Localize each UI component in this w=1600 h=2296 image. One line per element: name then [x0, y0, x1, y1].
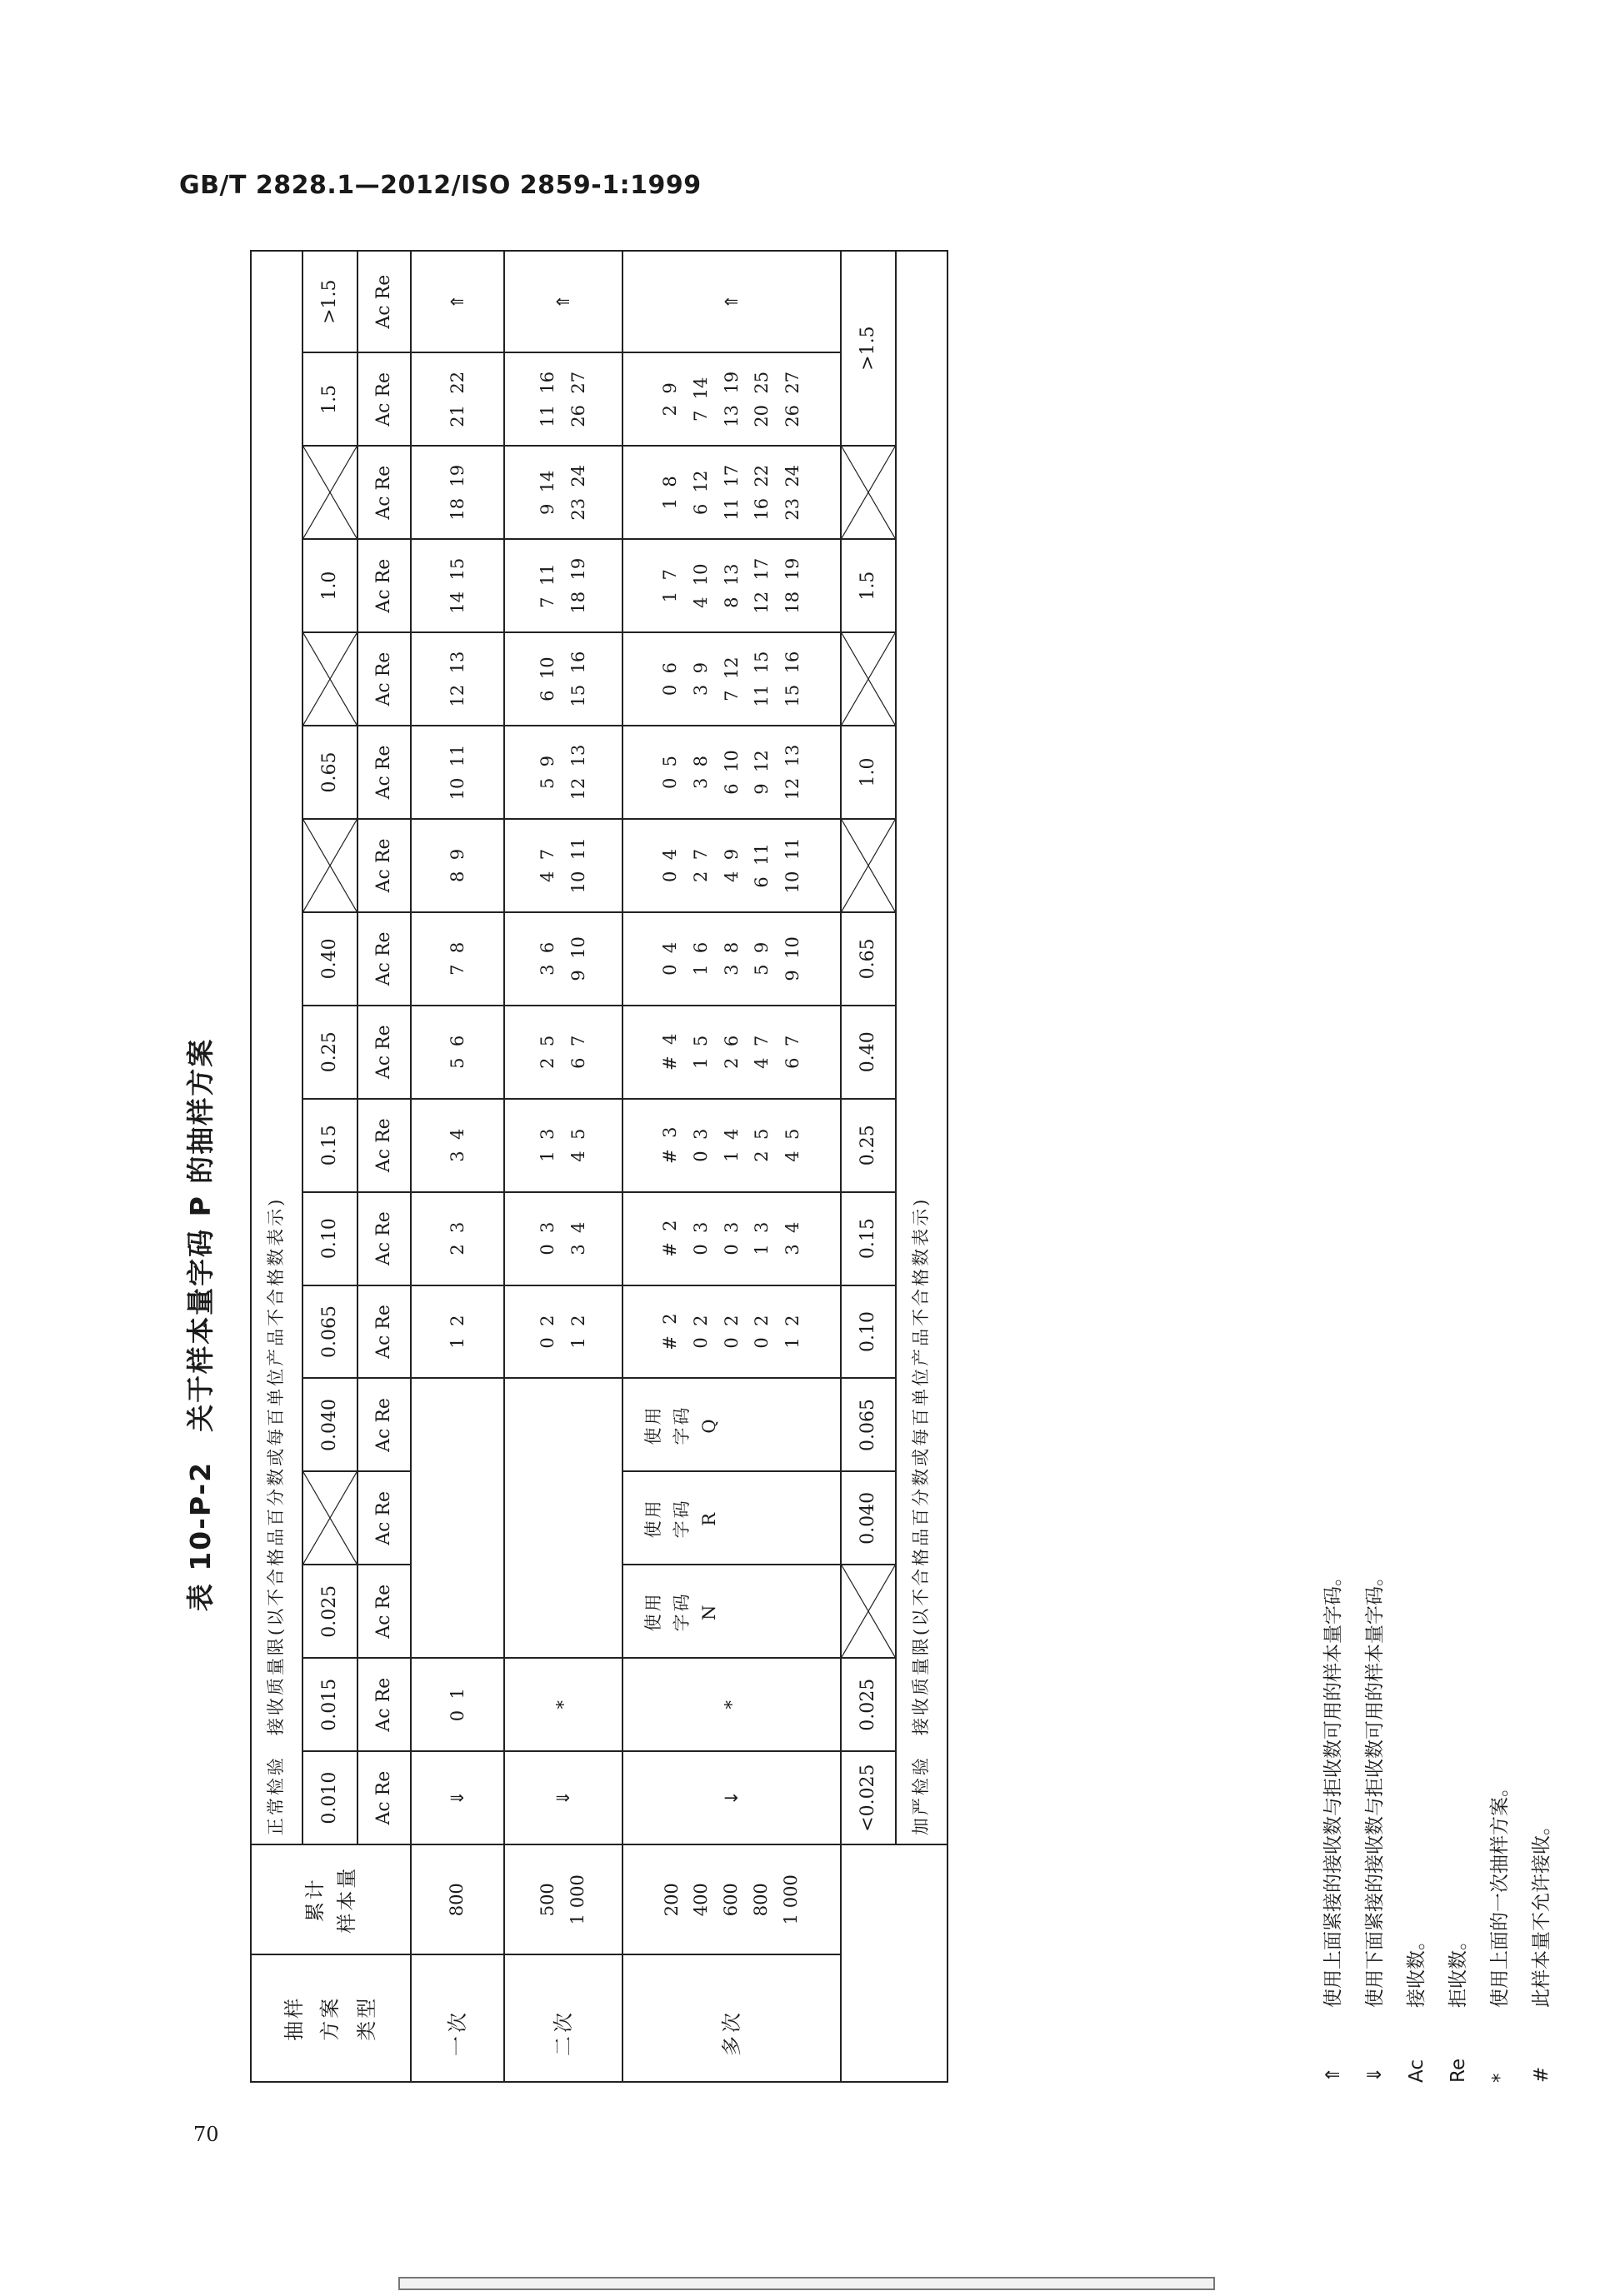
- aql-tightened-cell: 1.0: [841, 726, 896, 819]
- use-code-q-cell: 使用 字码 Q: [622, 1379, 841, 1472]
- table-row: [302, 251, 358, 2082]
- aql-header-cell: 0.010: [302, 1751, 358, 1844]
- ac-re-label: Ac Re: [358, 1099, 411, 1192]
- crossed-cell: [841, 446, 896, 539]
- tightened-inspection-header: 加严检验 接收质量限(以不合格品百分数或每百单位产品不合格数表示): [896, 251, 948, 1844]
- ac-re-label: Ac Re: [358, 1565, 411, 1658]
- sampling-plan-table: [250, 250, 948, 2083]
- aql-tightened-cell: 1.5: [841, 539, 896, 632]
- ac-re-values: 0 3 3 4: [504, 1192, 622, 1285]
- legend-text: 拒收数。: [1448, 1931, 1469, 2008]
- ac-re-values: *: [504, 1658, 622, 1751]
- aql-header-cell: 0.015: [302, 1658, 358, 1751]
- cumulative-sample-header: 累计 样本量: [251, 1844, 411, 1954]
- ac-re-label: Ac Re: [358, 1471, 411, 1565]
- ac-re-label: Ac Re: [358, 819, 411, 912]
- ac-re-values: 18 19: [411, 446, 504, 539]
- table-caption: 表 10-P-2 关于样本量字码 P 的抽样方案: [184, 1037, 217, 1612]
- ac-re-values: 4 7 10 11: [504, 819, 622, 912]
- legend: [1312, 1567, 1562, 2083]
- ac-re-label: Ac Re: [358, 539, 411, 632]
- legend-symbol: ⇑: [1322, 2066, 1344, 2083]
- aql-header-cell: 0.15: [302, 1099, 358, 1192]
- plan-type-header: 抽样 方案 类型: [251, 1954, 411, 2082]
- ac-re-label: Ac Re: [358, 251, 411, 352]
- ac-re-values: 2 9 7 14 13 19 20 25 26 27: [622, 352, 841, 446]
- ac-re-label: Ac Re: [358, 446, 411, 539]
- ac-re-values: 0 5 3 8 6 10 9 12 12 13: [622, 726, 841, 819]
- ac-re-values: 12 13: [411, 632, 504, 726]
- aql-tightened-cell: 0.40: [841, 1006, 896, 1099]
- ac-re-values: 5 9 12 13: [504, 726, 622, 819]
- aql-header-cell: 1.0: [302, 539, 358, 632]
- ac-re-values: 0 4 2 7 4 9 6 11 10 11: [622, 819, 841, 912]
- ac-re-values: # 3 0 3 1 4 2 5 4 5: [622, 1099, 841, 1192]
- aql-tightened-cell: 0.025: [841, 1658, 896, 1751]
- legend-text: 此样本量不允许接收。: [1531, 1816, 1552, 2008]
- page-number: 70: [193, 2123, 219, 2146]
- ac-re-values: # 2 0 3 0 3 1 3 3 4: [622, 1192, 841, 1285]
- blank-cell: [411, 1379, 504, 1659]
- ac-re-values: 0 1: [411, 1658, 504, 1751]
- legend-symbol: *: [1489, 2073, 1511, 2083]
- ac-re-values: *: [622, 1658, 841, 1751]
- legend-item: [1521, 1567, 1562, 2083]
- crossed-cell: [302, 1471, 358, 1565]
- legend-text: 使用上面紧接的接收数与拒收数可用的样本量字码。: [1322, 1567, 1344, 2008]
- arrow-cell: ⇓: [411, 1751, 504, 1844]
- aql-tightened-cell: 0.040: [841, 1471, 896, 1565]
- table-row: [622, 251, 841, 2082]
- aql-tightened-cell: 0.15: [841, 1192, 896, 1285]
- arrow-cell: ⇑: [411, 251, 504, 352]
- ac-re-label: Ac Re: [358, 1751, 411, 1844]
- scan-bottom-strip: [398, 2277, 1215, 2290]
- legend-symbol: Ac: [1406, 2059, 1428, 2083]
- legend-symbol: Re: [1448, 2058, 1469, 2083]
- legend-item: [1479, 1567, 1521, 2083]
- table-row: [896, 251, 948, 2082]
- aql-tightened-cell: 0.10: [841, 1285, 896, 1379]
- table-row: [358, 251, 411, 2082]
- sample-size-cell: 500 1 000: [504, 1844, 622, 1954]
- arrow-cell: ⇑: [622, 251, 841, 352]
- plan-type-cell: 多次: [622, 1954, 841, 2082]
- ac-re-values: 0 2 1 2: [504, 1285, 622, 1379]
- aql-header-cell: 1.5: [302, 352, 358, 446]
- table-row: [841, 251, 896, 2082]
- ac-re-label: Ac Re: [358, 1658, 411, 1751]
- ac-re-label: Ac Re: [358, 632, 411, 726]
- ac-re-label: Ac Re: [358, 726, 411, 819]
- legend-item: [1438, 1567, 1479, 2083]
- legend-text: 接收数。: [1406, 1931, 1428, 2008]
- arrow-cell: ⇓: [504, 1751, 622, 1844]
- ac-re-values: 2 5 6 7: [504, 1006, 622, 1099]
- standard-number: GB/T 2828.1—2012/ISO 2859-1:1999: [179, 171, 702, 200]
- aql-header-cell: 0.025: [302, 1565, 358, 1658]
- arrow-cell: ↓: [622, 1751, 841, 1844]
- crossed-cell: [302, 819, 358, 912]
- aql-tightened-cell: >1.5: [841, 251, 896, 446]
- ac-re-label: Ac Re: [358, 352, 411, 446]
- ac-re-label: Ac Re: [358, 1285, 411, 1379]
- crossed-cell: [841, 1565, 896, 1658]
- ac-re-values: 11 16 26 27: [504, 352, 622, 446]
- aql-header-cell: 0.40: [302, 912, 358, 1006]
- legend-item: [1312, 1567, 1354, 2083]
- table-row: [411, 251, 504, 2082]
- arrow-cell: ⇑: [504, 251, 622, 352]
- ac-re-values: 1 8 6 12 11 17 16 22 23 24: [622, 446, 841, 539]
- rotated-table-page: [171, 274, 1552, 2158]
- ac-re-values: 0 6 3 9 7 12 11 15 15 16: [622, 632, 841, 726]
- ac-re-values: 5 6: [411, 1006, 504, 1099]
- aql-header-cell: >1.5: [302, 251, 358, 352]
- ac-re-values: # 4 1 5 2 6 4 7 6 7: [622, 1006, 841, 1099]
- ac-re-values: 9 14 23 24: [504, 446, 622, 539]
- legend-item: [1396, 1567, 1438, 2083]
- aql-header-cell: 0.10: [302, 1192, 358, 1285]
- legend-symbol: ⇓: [1364, 2066, 1386, 2083]
- aql-tightened-cell: 0.25: [841, 1099, 896, 1192]
- use-code-n-cell: 使用 字码 N: [622, 1565, 841, 1658]
- aql-header-cell: 0.65: [302, 726, 358, 819]
- ac-re-values: 7 8: [411, 912, 504, 1006]
- ac-re-values: 8 9: [411, 819, 504, 912]
- aql-tightened-cell: 0.65: [841, 912, 896, 1006]
- legend-symbol: #: [1531, 2066, 1552, 2083]
- ac-re-values: 14 15: [411, 539, 504, 632]
- crossed-cell: [841, 819, 896, 912]
- aql-header-cell: 0.065: [302, 1285, 358, 1379]
- crossed-cell: [302, 632, 358, 726]
- ac-re-values: 7 11 18 19: [504, 539, 622, 632]
- aql-header-cell: 0.040: [302, 1379, 358, 1472]
- ac-re-values: 1 2: [411, 1285, 504, 1379]
- plan-type-cell: 二次: [504, 1954, 622, 2082]
- table-row: [504, 251, 622, 2082]
- aql-tightened-cell: <0.025: [841, 1751, 896, 1844]
- ac-re-values: 10 11: [411, 726, 504, 819]
- use-code-r-cell: 使用 字码 R: [622, 1471, 841, 1565]
- ac-re-label: Ac Re: [358, 1192, 411, 1285]
- aql-tightened-cell: 0.065: [841, 1379, 896, 1472]
- crossed-cell: [302, 446, 358, 539]
- legend-text: 使用下面紧接的接收数与拒收数可用的样本量字码。: [1364, 1567, 1386, 2008]
- ac-re-label: Ac Re: [358, 1379, 411, 1472]
- ac-re-values: 0 4 1 6 3 8 5 9 9 10: [622, 912, 841, 1006]
- ac-re-label: Ac Re: [358, 1006, 411, 1099]
- plan-type-cell: 一次: [411, 1954, 504, 2082]
- sample-size-cell: 200 400 600 800 1 000: [622, 1844, 841, 1954]
- ac-re-values: 21 22: [411, 352, 504, 446]
- ac-re-label: Ac Re: [358, 912, 411, 1006]
- ac-re-values: 2 3: [411, 1192, 504, 1285]
- normal-inspection-header: 正常检验 接收质量限(以不合格品百分数或每百单位产品不合格数表示): [251, 251, 302, 1844]
- sample-size-cell: 800: [411, 1844, 504, 1954]
- legend-text: 使用上面的一次抽样方案。: [1489, 1778, 1511, 2008]
- crossed-cell: [841, 632, 896, 726]
- aql-header-cell: 0.25: [302, 1006, 358, 1099]
- ac-re-values: 1 7 4 10 8 13 12 17 18 19: [622, 539, 841, 632]
- ac-re-values: # 2 0 2 0 2 0 2 1 2: [622, 1285, 841, 1379]
- ac-re-values: 6 10 15 16: [504, 632, 622, 726]
- blank-cell: [504, 1379, 622, 1659]
- table-row: [251, 251, 302, 2082]
- legend-item: [1354, 1567, 1396, 2083]
- ac-re-values: 1 3 4 5: [504, 1099, 622, 1192]
- ac-re-values: 3 6 9 10: [504, 912, 622, 1006]
- blank-cell: [841, 1844, 948, 2082]
- ac-re-values: 3 4: [411, 1099, 504, 1192]
